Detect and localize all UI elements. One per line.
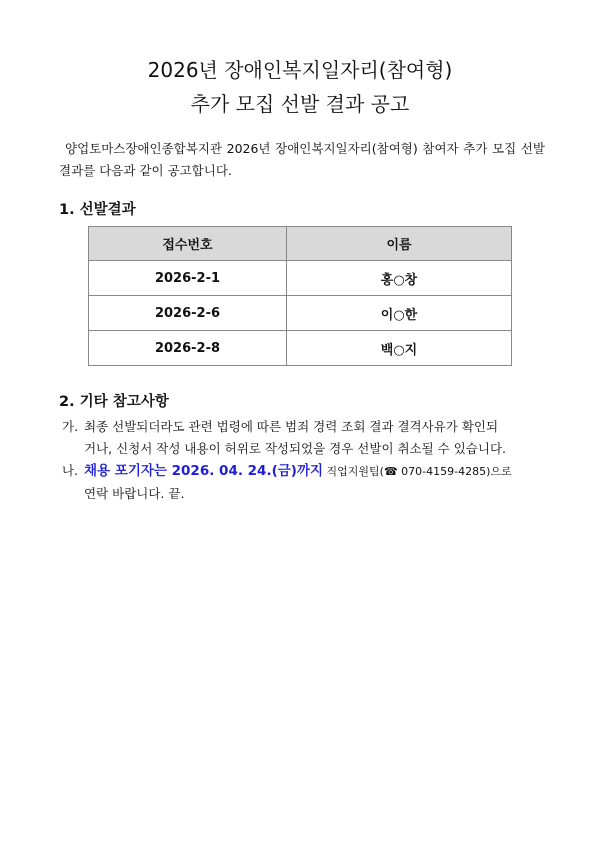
table-row — [89, 331, 512, 366]
section-2-heading: 2. 기타 참고사항 — [59, 394, 169, 410]
table-row — [89, 296, 512, 331]
note-ga-line-1: 최종 선발되더라도 관련 법령에 따른 범죄 경력 조회 결과 결격사유가 확인되 — [84, 419, 499, 434]
note-na-line-2: 연락 바랍니다. 끝. — [84, 486, 185, 501]
section-1-heading: 1. 선발결과 — [59, 202, 136, 218]
name-cell: 이○한 — [287, 296, 512, 331]
header-receipt-number: 접수번호 — [89, 227, 287, 261]
intro-paragraph: 양업토마스장애인종합복지관 2026년 장애인복지일자리(참여형) 참여자 추가 모집 선발 결과를 다음과 같이 공고합니다. — [59, 141, 545, 178]
note-ga-line-2: 거나, 신청서 작성 내용이 허위로 작성되었을 경우 선발이 취소될 수 있습니다. — [84, 441, 507, 456]
contact-info: 직업지원팀(☎ 070-4159-4285)으로 — [323, 465, 512, 478]
title-line-1: 2026년 장애인복지일자리(참여형) — [147, 58, 453, 82]
selection-result-table — [88, 226, 512, 366]
note-ga — [62, 416, 546, 460]
table-row — [89, 261, 512, 296]
withdrawal-deadline-highlight: 채용 포기자는 2026. 04. 24.(금)까지 — [84, 463, 324, 479]
receipt-number-cell: 2026-2-6 — [89, 296, 287, 331]
note-ga-marker: 가. — [62, 419, 79, 434]
note-na — [62, 460, 546, 505]
note-na-marker: 나. — [62, 463, 79, 478]
receipt-number-cell: 2026-2-1 — [89, 261, 287, 296]
receipt-number-cell: 2026-2-8 — [89, 331, 287, 366]
table-header-row — [89, 227, 512, 261]
name-cell: 홍○창 — [287, 261, 512, 296]
header-name: 이름 — [287, 227, 512, 261]
name-cell: 백○지 — [287, 331, 512, 366]
title-line-2: 추가 모집 선발 결과 공고 — [190, 92, 410, 116]
